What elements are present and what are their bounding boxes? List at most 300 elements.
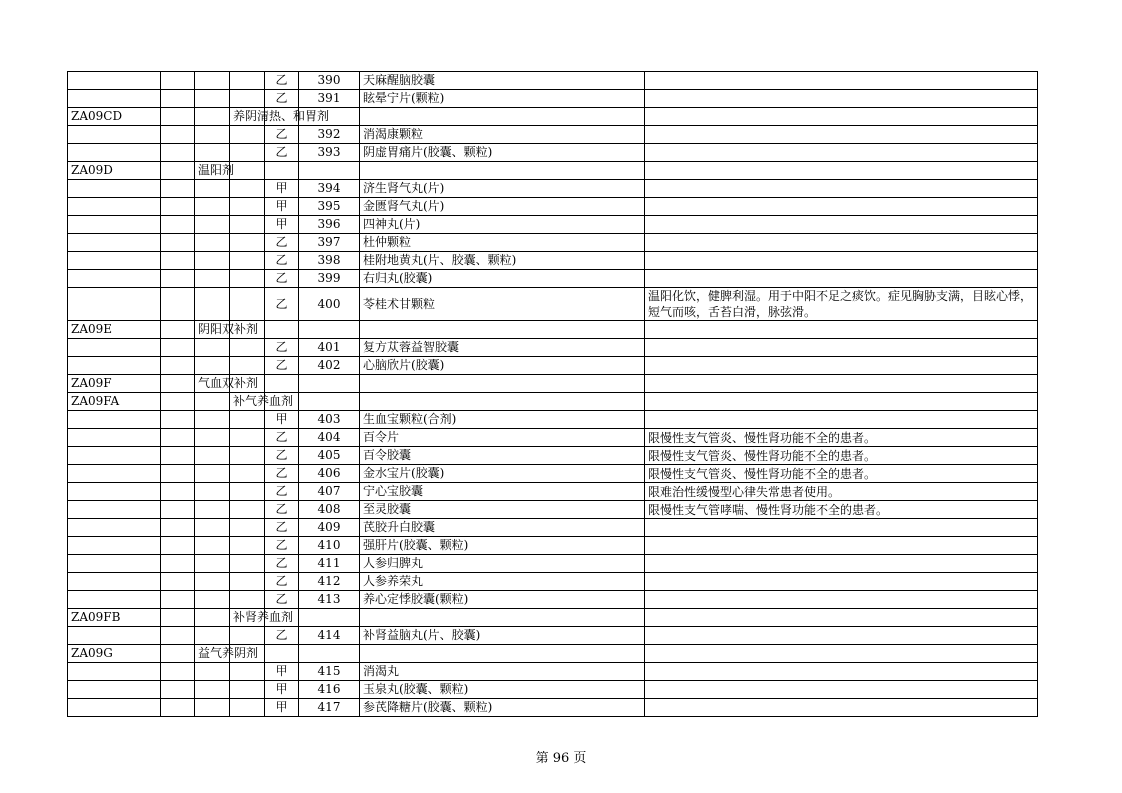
subcategory-cell: 补肾养血剂: [230, 609, 265, 627]
remark-cell: [645, 144, 1038, 162]
class-cell: 乙: [265, 501, 299, 519]
subcategory-cell: [230, 447, 265, 465]
number-cell: 395: [299, 198, 360, 216]
category-cell: [195, 126, 230, 144]
code-cell: [68, 144, 161, 162]
drug-name-cell: [360, 393, 645, 411]
category-cell: [195, 357, 230, 375]
class-cell: [265, 645, 299, 663]
number-cell: 407: [299, 483, 360, 501]
number-cell: 409: [299, 519, 360, 537]
level2-cell: [161, 699, 195, 717]
subcategory-cell: 养阴清热、和胃剂: [230, 108, 265, 126]
category-cell: [195, 465, 230, 483]
number-cell: [299, 375, 360, 393]
class-cell: 乙: [265, 252, 299, 270]
remark-cell: [645, 252, 1038, 270]
category-cell: [195, 609, 230, 627]
category-cell: [195, 699, 230, 717]
remark-cell: 限慢性支气管炎、慢性肾功能不全的患者。: [645, 447, 1038, 465]
drug-name-cell: 天麻醒脑胶囊: [360, 72, 645, 90]
category-cell: [195, 198, 230, 216]
number-cell: 399: [299, 270, 360, 288]
remark-cell: [645, 162, 1038, 180]
number-cell: 410: [299, 537, 360, 555]
table-row: [68, 144, 1038, 162]
remark-cell: [645, 339, 1038, 357]
remark-cell: 限慢性支气管炎、慢性肾功能不全的患者。: [645, 429, 1038, 447]
table-row: [68, 321, 1038, 339]
number-cell: 417: [299, 699, 360, 717]
number-cell: 396: [299, 216, 360, 234]
number-cell: 415: [299, 663, 360, 681]
number-cell: 392: [299, 126, 360, 144]
code-cell: [68, 126, 161, 144]
code-cell: ZA09D: [68, 162, 161, 180]
level2-cell: [161, 144, 195, 162]
level2-cell: [161, 573, 195, 591]
number-cell: 400: [299, 288, 360, 321]
subcategory-cell: [230, 72, 265, 90]
category-cell: [195, 627, 230, 645]
code-cell: ZA09F: [68, 375, 161, 393]
level2-cell: [161, 180, 195, 198]
number-cell: 404: [299, 429, 360, 447]
number-cell: [299, 162, 360, 180]
code-cell: [68, 447, 161, 465]
category-cell: 阴阳双补剂: [195, 321, 230, 339]
code-cell: [68, 627, 161, 645]
remark-cell: [645, 357, 1038, 375]
subcategory-cell: [230, 144, 265, 162]
number-cell: [299, 609, 360, 627]
category-cell: [195, 72, 230, 90]
table-row: [68, 180, 1038, 198]
subcategory-cell: [230, 465, 265, 483]
drug-name-cell: [360, 321, 645, 339]
drug-name-cell: 消渴丸: [360, 663, 645, 681]
class-cell: 乙: [265, 339, 299, 357]
number-cell: 394: [299, 180, 360, 198]
table-row: [68, 339, 1038, 357]
drug-name-cell: 宁心宝胶囊: [360, 483, 645, 501]
level2-cell: [161, 501, 195, 519]
table-row: [68, 591, 1038, 609]
remark-cell: [645, 681, 1038, 699]
table-row: [68, 573, 1038, 591]
number-cell: 412: [299, 573, 360, 591]
drug-name-cell: 心脑欣片(胶囊): [360, 357, 645, 375]
table-row: [68, 72, 1038, 90]
class-cell: 甲: [265, 699, 299, 717]
code-cell: [68, 699, 161, 717]
subcategory-cell: [230, 663, 265, 681]
remark-cell: [645, 393, 1038, 411]
table-row: [68, 609, 1038, 627]
table-row: [68, 429, 1038, 447]
table-row: [68, 252, 1038, 270]
code-cell: [68, 537, 161, 555]
number-cell: [299, 645, 360, 663]
drug-name-cell: 苓桂术甘颗粒: [360, 288, 645, 321]
remark-cell: [645, 573, 1038, 591]
remark-cell: [645, 609, 1038, 627]
number-cell: 397: [299, 234, 360, 252]
category-cell: [195, 591, 230, 609]
subcategory-cell: [230, 681, 265, 699]
table-row: [68, 465, 1038, 483]
class-cell: 乙: [265, 483, 299, 501]
remark-cell: [645, 108, 1038, 126]
subcategory-cell: [230, 429, 265, 447]
class-cell: 乙: [265, 465, 299, 483]
drug-name-cell: 生血宝颗粒(合剂): [360, 411, 645, 429]
class-cell: 乙: [265, 72, 299, 90]
level2-cell: [161, 162, 195, 180]
code-cell: ZA09FB: [68, 609, 161, 627]
table-row: [68, 483, 1038, 501]
subcategory-cell: [230, 126, 265, 144]
subcategory-cell: [230, 288, 265, 321]
table-row: [68, 519, 1038, 537]
level2-cell: [161, 216, 195, 234]
table-row: [68, 357, 1038, 375]
level2-cell: [161, 681, 195, 699]
level2-cell: [161, 663, 195, 681]
subcategory-cell: [230, 180, 265, 198]
code-cell: [68, 339, 161, 357]
code-cell: [68, 216, 161, 234]
class-cell: 乙: [265, 429, 299, 447]
level2-cell: [161, 465, 195, 483]
table-row: [68, 501, 1038, 519]
category-cell: [195, 252, 230, 270]
drug-name-cell: [360, 375, 645, 393]
remark-cell: [645, 411, 1038, 429]
class-cell: 乙: [265, 555, 299, 573]
table-row: [68, 90, 1038, 108]
table-row: [68, 162, 1038, 180]
table-row: [68, 537, 1038, 555]
class-cell: 乙: [265, 288, 299, 321]
code-cell: ZA09CD: [68, 108, 161, 126]
table-row: [68, 645, 1038, 663]
code-cell: [68, 681, 161, 699]
drug-name-cell: 养心定悸胶囊(颗粒): [360, 591, 645, 609]
table-row: [68, 375, 1038, 393]
number-cell: 398: [299, 252, 360, 270]
class-cell: [265, 375, 299, 393]
subcategory-cell: [230, 357, 265, 375]
table-body: [68, 72, 1038, 717]
subcategory-cell: [230, 627, 265, 645]
table-row: [68, 216, 1038, 234]
level2-cell: [161, 126, 195, 144]
number-cell: 408: [299, 501, 360, 519]
drug-name-cell: 四神丸(片): [360, 216, 645, 234]
level2-cell: [161, 483, 195, 501]
category-cell: [195, 537, 230, 555]
code-cell: [68, 519, 161, 537]
table-row: [68, 234, 1038, 252]
level2-cell: [161, 429, 195, 447]
number-cell: [299, 393, 360, 411]
code-cell: [68, 663, 161, 681]
subcategory-cell: [230, 411, 265, 429]
category-cell: [195, 270, 230, 288]
code-cell: [68, 90, 161, 108]
category-cell: [195, 393, 230, 411]
level2-cell: [161, 555, 195, 573]
number-cell: 405: [299, 447, 360, 465]
class-cell: 甲: [265, 180, 299, 198]
code-cell: [68, 411, 161, 429]
subcategory-cell: [230, 537, 265, 555]
class-cell: 甲: [265, 681, 299, 699]
category-cell: [195, 447, 230, 465]
drug-name-cell: 人参养荣丸: [360, 573, 645, 591]
class-cell: 乙: [265, 144, 299, 162]
code-cell: [68, 573, 161, 591]
subcategory-cell: 补气养血剂: [230, 393, 265, 411]
drug-name-cell: [360, 162, 645, 180]
remark-cell: [645, 90, 1038, 108]
category-cell: [195, 555, 230, 573]
drug-name-cell: 人参归脾丸: [360, 555, 645, 573]
remark-cell: 温阳化饮，健脾利湿。用于中阳不足之痰饮。症见胸胁支满，目眩心悸，短气而咳，舌苔白滑，脉弦滑。: [645, 288, 1038, 321]
remark-cell: [645, 375, 1038, 393]
category-cell: [195, 483, 230, 501]
remark-cell: [645, 216, 1038, 234]
number-cell: 402: [299, 357, 360, 375]
drug-name-cell: 补肾益脑丸(片、胶囊): [360, 627, 645, 645]
category-cell: [195, 180, 230, 198]
level2-cell: [161, 591, 195, 609]
category-cell: 益气养阴剂: [195, 645, 230, 663]
drug-name-cell: 右归丸(胶囊): [360, 270, 645, 288]
category-cell: [195, 90, 230, 108]
code-cell: [68, 357, 161, 375]
class-cell: 甲: [265, 411, 299, 429]
level2-cell: [161, 90, 195, 108]
class-cell: 乙: [265, 90, 299, 108]
class-cell: 乙: [265, 234, 299, 252]
table-row: [68, 288, 1038, 321]
class-cell: 乙: [265, 573, 299, 591]
subcategory-cell: [230, 483, 265, 501]
drug-name-cell: 金水宝片(胶囊): [360, 465, 645, 483]
level2-cell: [161, 393, 195, 411]
remark-cell: [645, 555, 1038, 573]
number-cell: 393: [299, 144, 360, 162]
subcategory-cell: [230, 339, 265, 357]
class-cell: [265, 162, 299, 180]
drug-name-cell: 阴虚胃痛片(胶囊、颗粒): [360, 144, 645, 162]
category-cell: 温阳剂: [195, 162, 230, 180]
category-cell: [195, 663, 230, 681]
number-cell: [299, 321, 360, 339]
drug-name-cell: [360, 645, 645, 663]
level2-cell: [161, 375, 195, 393]
category-cell: [195, 339, 230, 357]
code-cell: [68, 591, 161, 609]
drug-name-cell: 百令片: [360, 429, 645, 447]
drug-name-cell: 金匮肾气丸(片): [360, 198, 645, 216]
level2-cell: [161, 411, 195, 429]
code-cell: [68, 180, 161, 198]
level2-cell: [161, 357, 195, 375]
class-cell: 甲: [265, 198, 299, 216]
table-row: [68, 126, 1038, 144]
category-cell: [195, 216, 230, 234]
level2-cell: [161, 108, 195, 126]
subcategory-cell: [230, 90, 265, 108]
remark-cell: [645, 519, 1038, 537]
level2-cell: [161, 627, 195, 645]
class-cell: 乙: [265, 447, 299, 465]
level2-cell: [161, 234, 195, 252]
subcategory-cell: [230, 699, 265, 717]
category-cell: [195, 108, 230, 126]
remark-cell: [645, 321, 1038, 339]
table-row: [68, 393, 1038, 411]
remark-cell: [645, 627, 1038, 645]
table-row: [68, 198, 1038, 216]
code-cell: [68, 288, 161, 321]
code-cell: ZA09E: [68, 321, 161, 339]
remark-cell: 限慢性支气管炎、慢性肾功能不全的患者。: [645, 465, 1038, 483]
drug-name-cell: 眩晕宁片(颗粒): [360, 90, 645, 108]
number-cell: 413: [299, 591, 360, 609]
class-cell: 乙: [265, 519, 299, 537]
table-row: [68, 447, 1038, 465]
subcategory-cell: [230, 555, 265, 573]
level2-cell: [161, 519, 195, 537]
level2-cell: [161, 72, 195, 90]
category-cell: [195, 234, 230, 252]
remark-cell: 限慢性支气管哮喘、慢性肾功能不全的患者。: [645, 501, 1038, 519]
category-cell: [195, 411, 230, 429]
category-cell: 气血双补剂: [195, 375, 230, 393]
class-cell: 乙: [265, 537, 299, 555]
code-cell: [68, 252, 161, 270]
code-cell: [68, 198, 161, 216]
number-cell: 414: [299, 627, 360, 645]
drug-name-cell: [360, 108, 645, 126]
table-row: [68, 699, 1038, 717]
code-cell: [68, 429, 161, 447]
category-cell: [195, 429, 230, 447]
drug-name-cell: 百令胶囊: [360, 447, 645, 465]
level2-cell: [161, 609, 195, 627]
code-cell: [68, 234, 161, 252]
subcategory-cell: [230, 501, 265, 519]
level2-cell: [161, 321, 195, 339]
category-cell: [195, 573, 230, 591]
number-cell: 401: [299, 339, 360, 357]
class-cell: [265, 321, 299, 339]
table-row: [68, 663, 1038, 681]
drug-name-cell: 复方苁蓉益智胶囊: [360, 339, 645, 357]
code-cell: [68, 465, 161, 483]
drug-name-cell: 参芪降糖片(胶囊、颗粒): [360, 699, 645, 717]
level2-cell: [161, 537, 195, 555]
table-row: [68, 270, 1038, 288]
remark-cell: [645, 270, 1038, 288]
remark-cell: [645, 591, 1038, 609]
class-cell: 乙: [265, 270, 299, 288]
number-cell: 411: [299, 555, 360, 573]
subcategory-cell: [230, 162, 265, 180]
code-cell: [68, 270, 161, 288]
page-number: 第 96 页: [535, 751, 587, 766]
class-cell: 乙: [265, 591, 299, 609]
code-cell: ZA09FA: [68, 393, 161, 411]
table-row: [68, 681, 1038, 699]
drug-list-table: [67, 71, 1038, 717]
subcategory-cell: [230, 234, 265, 252]
drug-name-cell: 强肝片(胶囊、颗粒): [360, 537, 645, 555]
drug-name-cell: 至灵胶囊: [360, 501, 645, 519]
subcategory-cell: [230, 270, 265, 288]
code-cell: [68, 72, 161, 90]
table-row: [68, 627, 1038, 645]
level2-cell: [161, 645, 195, 663]
category-cell: [195, 288, 230, 321]
remark-cell: [645, 180, 1038, 198]
table-row: [68, 108, 1038, 126]
table-row: [68, 555, 1038, 573]
category-cell: [195, 681, 230, 699]
remark-cell: [645, 645, 1038, 663]
code-cell: [68, 555, 161, 573]
number-cell: 390: [299, 72, 360, 90]
remark-cell: [645, 699, 1038, 717]
remark-cell: [645, 126, 1038, 144]
remark-cell: 限难治性缓慢型心律失常患者使用。: [645, 483, 1038, 501]
drug-name-cell: 桂附地黄丸(片、胶囊、颗粒): [360, 252, 645, 270]
remark-cell: [645, 663, 1038, 681]
subcategory-cell: [230, 573, 265, 591]
subcategory-cell: [230, 519, 265, 537]
drug-name-cell: 芪胶升白胶囊: [360, 519, 645, 537]
drug-name-cell: [360, 609, 645, 627]
level2-cell: [161, 270, 195, 288]
class-cell: 甲: [265, 216, 299, 234]
class-cell: 乙: [265, 357, 299, 375]
table-row: [68, 411, 1038, 429]
level2-cell: [161, 447, 195, 465]
level2-cell: [161, 198, 195, 216]
category-cell: [195, 144, 230, 162]
code-cell: [68, 501, 161, 519]
drug-name-cell: 玉泉丸(胶囊、颗粒): [360, 681, 645, 699]
class-cell: 乙: [265, 627, 299, 645]
drug-name-cell: 济生肾气丸(片): [360, 180, 645, 198]
subcategory-cell: [230, 591, 265, 609]
remark-cell: [645, 234, 1038, 252]
remark-cell: [645, 537, 1038, 555]
code-cell: [68, 483, 161, 501]
level2-cell: [161, 339, 195, 357]
number-cell: 391: [299, 90, 360, 108]
drug-name-cell: 消渴康颗粒: [360, 126, 645, 144]
subcategory-cell: [230, 198, 265, 216]
remark-cell: [645, 72, 1038, 90]
level2-cell: [161, 288, 195, 321]
number-cell: 403: [299, 411, 360, 429]
level2-cell: [161, 252, 195, 270]
